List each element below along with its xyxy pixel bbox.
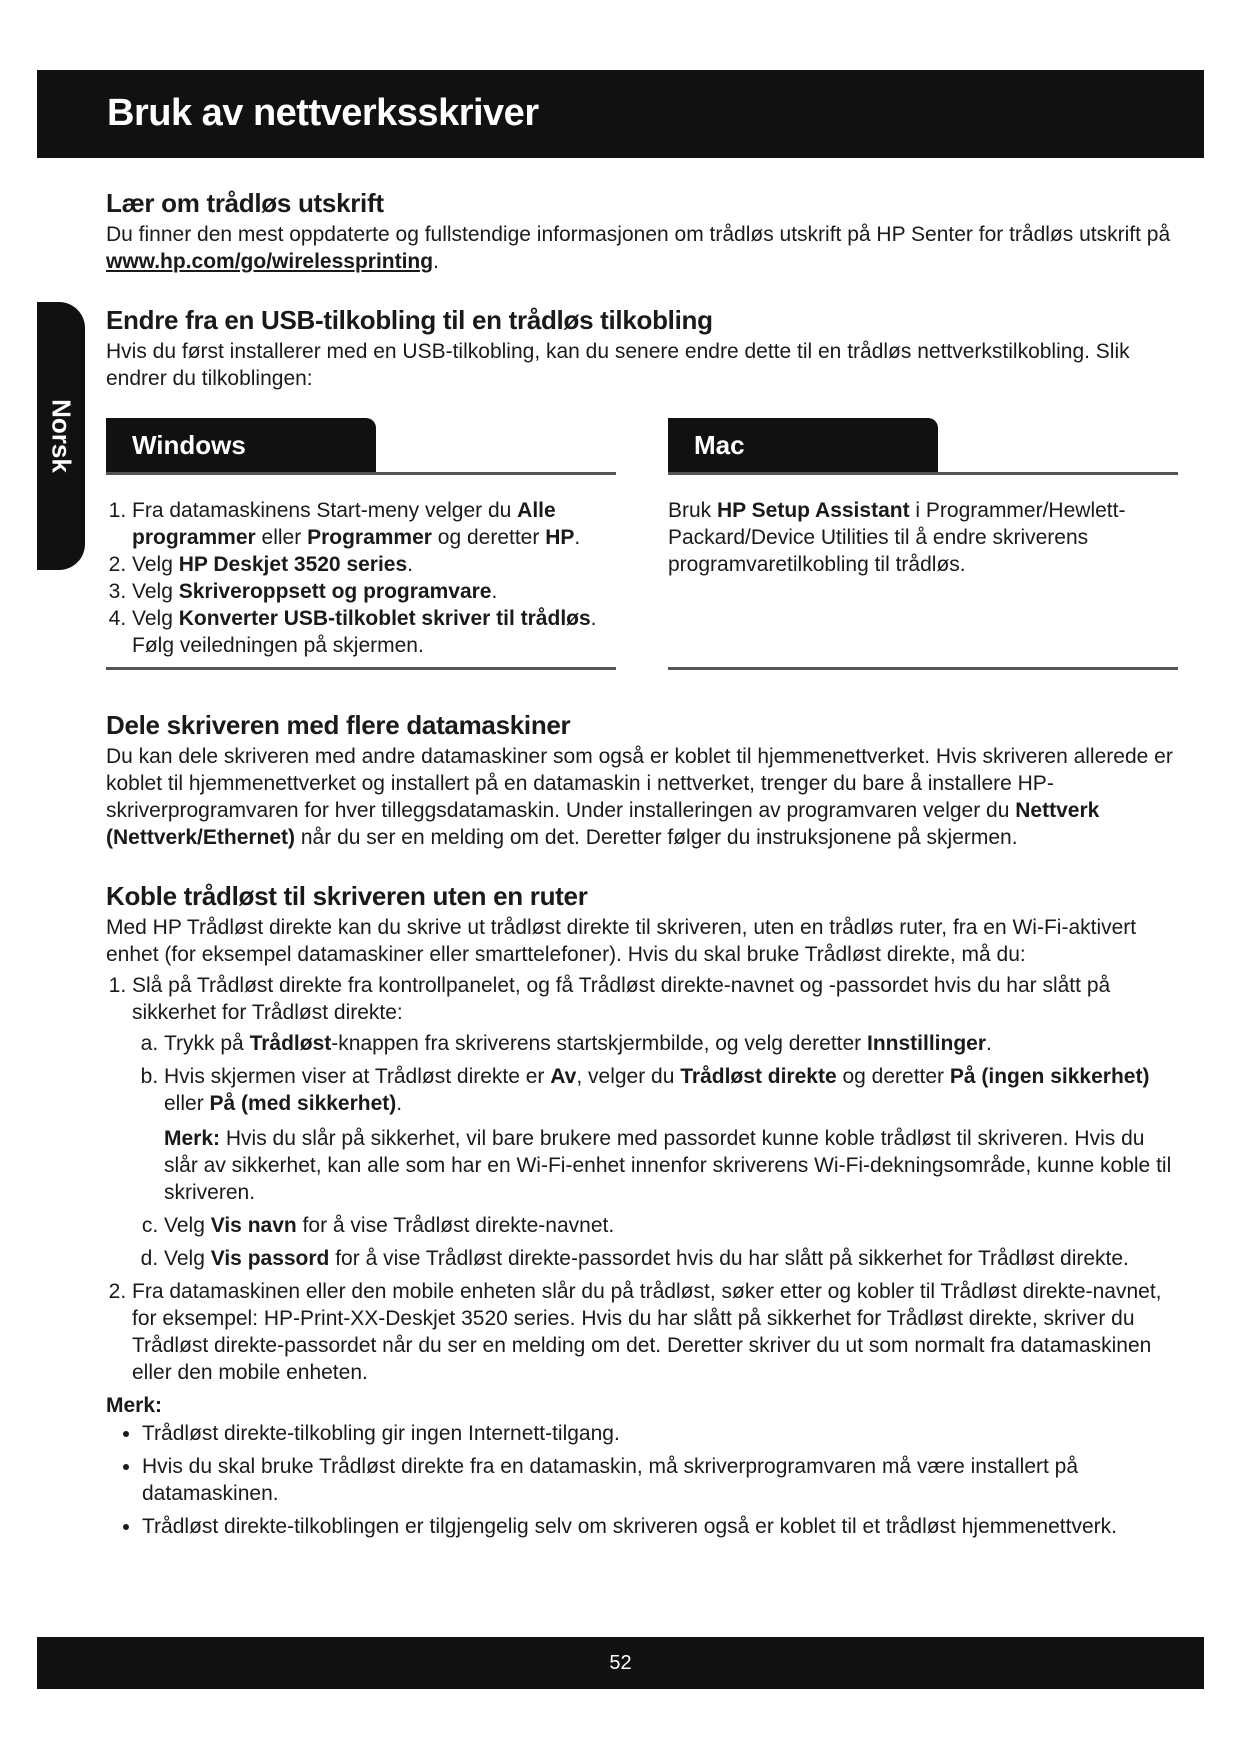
page-footer-bar bbox=[37, 1637, 1204, 1689]
notes-list bbox=[106, 1420, 1178, 1540]
section-usb-to-wireless bbox=[106, 305, 1178, 670]
note-item: • Hvis du skal bruke Trådløst direkte fra en datamaskin, må skriverprogramvaren må være installert på datamaskinen. bbox=[142, 1453, 1178, 1507]
direct-substep-c: c. Velg Vis navn for å vise Trådløst direkte-navnet. bbox=[164, 1212, 1178, 1239]
mac-column bbox=[668, 418, 1178, 670]
usb-paragraph: Hvis du først installerer med en USB-tilkobling, kan du senere endre dette til en trådløs nettverkstilkobling. Slik endrer du tilkoblingen: bbox=[106, 340, 1130, 390]
section-title-direct: Koble trådløst til skriveren uten en ruter bbox=[106, 881, 588, 911]
mac-divider bbox=[668, 667, 1178, 670]
windows-steps bbox=[106, 497, 616, 659]
mac-header bbox=[668, 418, 1178, 475]
mac-paragraph: Bruk HP Setup Assistant i Programmer/Hewlett-Packard/Device Utilities til å endre skriverens programvaretilkobling til trådløs. bbox=[668, 499, 1126, 576]
section-title-learn: Lær om trådløs utskrift bbox=[106, 188, 384, 218]
direct-intro: Med HP Trådløst direkte kan du skrive ut trådløst direkte til skriveren, uten en trådløs ruter, fra en Wi-Fi-aktivert enhet (for eksempel datamaskiner eller smarttelefoner). Hvis du skal bruke Trådløst direkte, må du: bbox=[106, 916, 1137, 966]
direct-substep-b: b. Hvis skjermen viser at Trådløst direkte er Av, velger du Trådløst direkte og deretter På (ingen sikkerhet) eller På (med sikkerhet). Merk: Hvis du slår på sikkerhet, vil bare brukere med passordet kunne koble trådløst til skriveren. Hvis du slår av sikkerhet, kan alle som har en Wi-Fi-enhet innenfor skriverens Wi-Fi-dekningsområde, kunne koble til skriveren. bbox=[164, 1063, 1178, 1206]
page-title: Bruk av nettverksskriver bbox=[107, 92, 539, 134]
os-columns bbox=[106, 418, 1178, 670]
windows-step-3: 3. Velg Skriveroppsett og programvare. bbox=[132, 578, 616, 605]
learn-paragraph: Du finner den mest oppdaterte og fullstendige informasjonen om trådløs utskrift på HP Senter for trådløs utskrift på www.hp.com/go/wirelessprinting. bbox=[106, 223, 1171, 273]
windows-column bbox=[106, 418, 616, 670]
page-number: 52 bbox=[609, 1652, 632, 1674]
section-wireless-direct bbox=[106, 881, 1178, 1540]
page-header-bar bbox=[37, 70, 1204, 158]
direct-step-2: 2. Fra datamaskinen eller den mobile enheten slår du på trådløst, søker etter og kobler til Trådløst direkte-navnet, for eksempel: HP-Print-XX-Deskjet 3520 series. Hvis du har slått på sikkerhet for Trådløst direkte, skriver du Trådløst direkte-passordet når du ser en melding om det. Deretter skriver du ut som normalt fra datamaskinen eller den mobile enheten. bbox=[132, 1278, 1178, 1386]
windows-tab: Windows bbox=[106, 418, 376, 472]
section-title-share: Dele skriveren med flere datamaskiner bbox=[106, 710, 571, 740]
note-item: • Trådløst direkte-tilkoblingen er tilgjengelig selv om skriveren også er koblet til et trådløst hjemmenettverk. bbox=[142, 1513, 1178, 1540]
mac-tab: Mac bbox=[668, 418, 938, 472]
direct-substeps bbox=[132, 1030, 1178, 1272]
direct-substep-d: d. Velg Vis passord for å vise Trådløst direkte-passordet hvis du har slått på sikkerhet for Trådløst direkte. bbox=[164, 1245, 1178, 1272]
direct-steps bbox=[106, 972, 1178, 1386]
notes-title: Merk: bbox=[106, 1394, 163, 1417]
mac-body bbox=[668, 475, 1178, 667]
page-content bbox=[106, 188, 1178, 1546]
share-paragraph: Du kan dele skriveren med andre datamaskiner som også er koblet til hjemmenettverket. Hvis skriveren allerede er koblet til hjemmenettverket og installert på en datamaskin i nettverket, trenger du bare å installere HP-skriverprogramvaren for hver tilleggsdatamaskin. Under installeringen av programvaren velger du Nettverk (Nettverk/Ethernet) når du ser en melding om det. Deretter følger du instruksjonene på skjermen. bbox=[106, 745, 1173, 849]
direct-substep-a: a. Trykk på Trådløst-knappen fra skriverens startskjermbilde, og velg deretter Innstillinger. bbox=[164, 1030, 1178, 1057]
language-side-tab bbox=[37, 302, 85, 570]
wireless-printing-link[interactable]: www.hp.com/go/wirelessprinting bbox=[106, 250, 434, 273]
substep-b-note: Merk: Hvis du slår på sikkerhet, vil bare brukere med passordet kunne koble trådløst til skriveren. Hvis du slår av sikkerhet, kan alle som har en Wi-Fi-enhet innenfor skriverens Wi-Fi-dekningsområde, kunne koble til skriveren. bbox=[164, 1127, 1172, 1204]
language-label: Norsk bbox=[46, 399, 77, 473]
section-learn-wireless bbox=[106, 188, 1178, 275]
windows-divider bbox=[106, 667, 616, 670]
windows-step-2: 2. Velg HP Deskjet 3520 series. bbox=[132, 551, 616, 578]
section-title-usb: Endre fra en USB-tilkobling til en trådløs tilkobling bbox=[106, 305, 713, 335]
direct-step-1: 1. Slå på Trådløst direkte fra kontrollpanelet, og få Trådløst direkte-navnet og -passordet hvis du har slått på sikkerhet for Trådløst direkte: a. Trykk på Trådløst-knappen fra skriverens startskjermbilde, og velg deretter Innstillinger. b. Hvis skjermen viser at Trådløst direkte er Av, velger du Trådløst direkte og deretter På (ingen sikkerhet) eller På (med sikkerhet). Merk: Hvis du slår på sikkerhet, vil bare brukere med passordet kunne koble trådløst til skriveren. Hvis du slår av sikkerhet, kan alle som har en Wi-Fi-enhet innenfor skriverens Wi-Fi-dekningsområde, kunne koble til skriveren. c. Velg Vis navn for å vise Trådløst direkte-navnet. d. Velg Vis passord for å vise Trådløst direkte-passordet hvis du har slått på sikkerhet for Trådløst direkte. bbox=[132, 972, 1178, 1272]
note-item: • Trådløst direkte-tilkobling gir ingen Internett-tilgang. bbox=[142, 1420, 1178, 1447]
windows-header bbox=[106, 418, 616, 475]
windows-body bbox=[106, 475, 616, 667]
windows-step-4: 4. Velg Konverter USB-tilkoblet skriver til trådløs. Følg veiledningen på skjermen. bbox=[132, 605, 616, 659]
section-share-printer bbox=[106, 710, 1178, 851]
windows-step-1: 1. Fra datamaskinens Start-meny velger du Alle programmer eller Programmer og deretter HP. bbox=[132, 497, 616, 551]
